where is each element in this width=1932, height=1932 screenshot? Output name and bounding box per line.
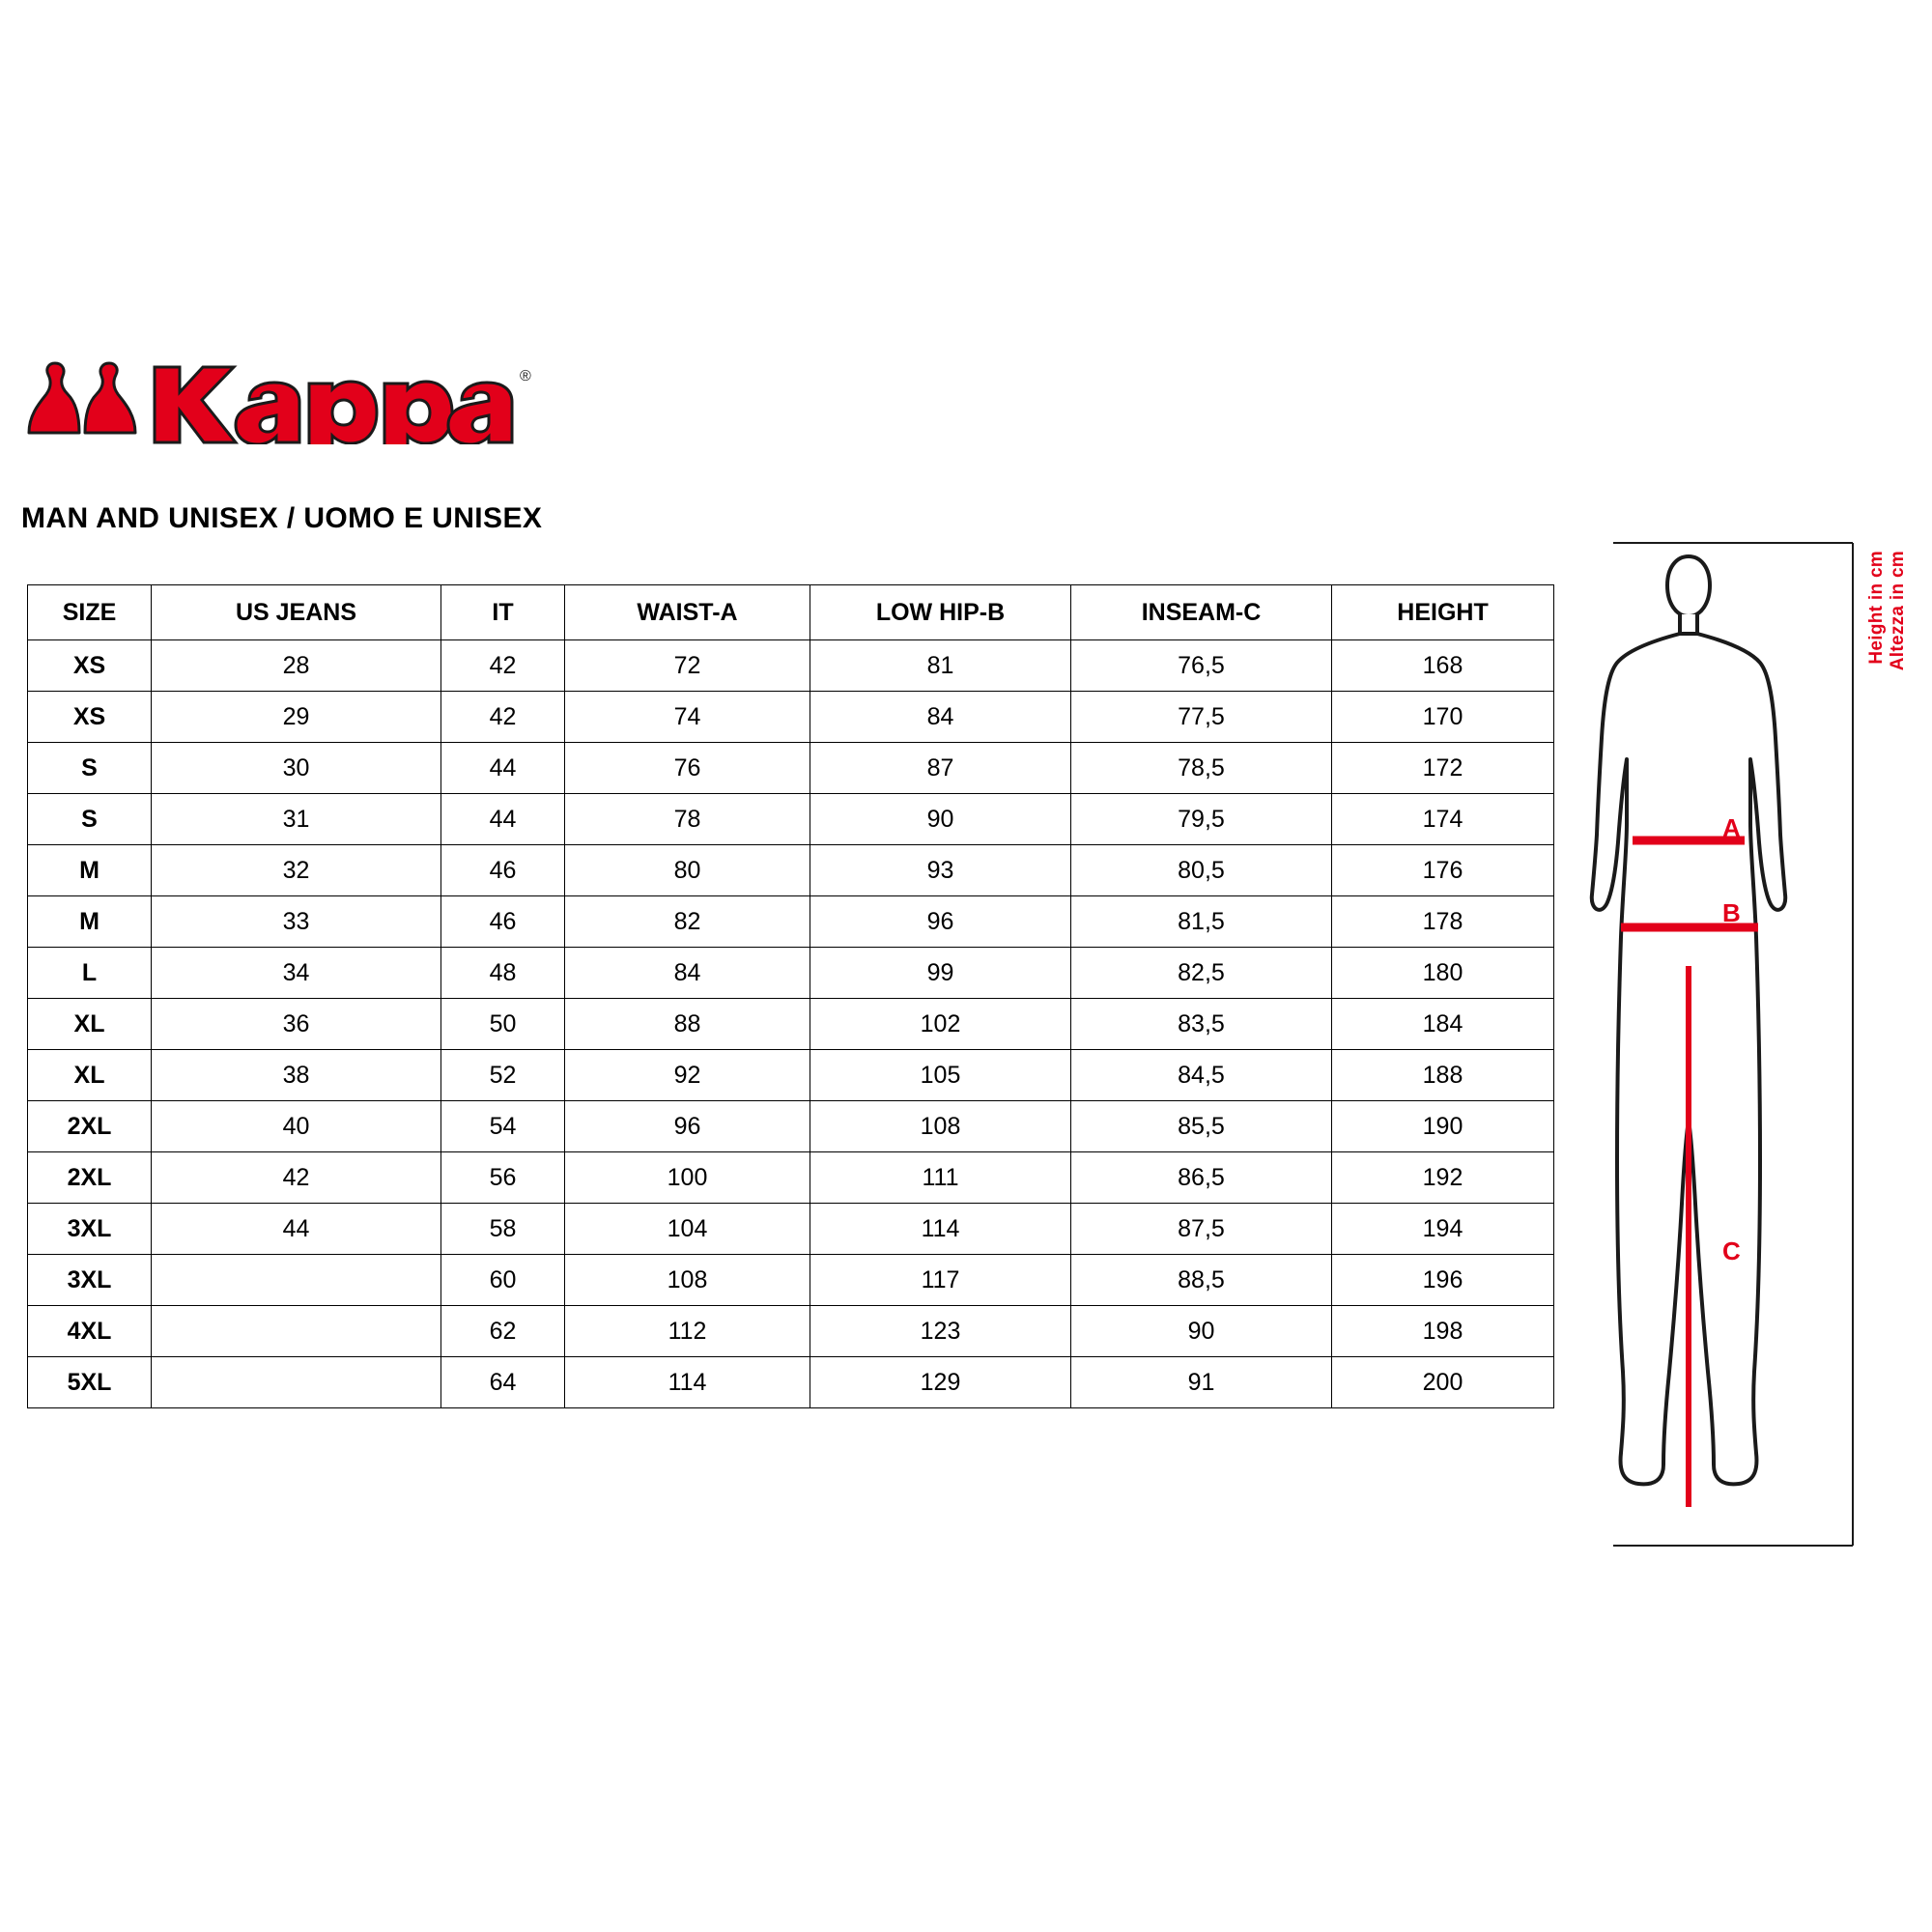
cell-inseam: 85,5 xyxy=(1071,1101,1332,1152)
table-row xyxy=(28,1357,1554,1408)
cell-low-hip: 117 xyxy=(810,1255,1071,1306)
cell-us-jeans xyxy=(152,1255,441,1306)
cell-it: 58 xyxy=(441,1204,565,1255)
cell-us-jeans: 34 xyxy=(152,948,441,999)
cell-us-jeans: 42 xyxy=(152,1152,441,1204)
cell-waist: 88 xyxy=(565,999,810,1050)
cell-it: 42 xyxy=(441,692,565,743)
cell-inseam: 78,5 xyxy=(1071,743,1332,794)
cell-low-hip: 102 xyxy=(810,999,1071,1050)
cell-it: 46 xyxy=(441,845,565,896)
cell-waist: 114 xyxy=(565,1357,810,1408)
column-header-it: IT xyxy=(441,585,565,640)
cell-low-hip: 105 xyxy=(810,1050,1071,1101)
column-header-us-jeans: US JEANS xyxy=(152,585,441,640)
cell-size: 4XL xyxy=(28,1306,152,1357)
cell-low-hip: 123 xyxy=(810,1306,1071,1357)
cell-waist: 82 xyxy=(565,896,810,948)
cell-height: 188 xyxy=(1332,1050,1554,1101)
cell-us-jeans: 38 xyxy=(152,1050,441,1101)
cell-size: 5XL xyxy=(28,1357,152,1408)
cell-inseam: 84,5 xyxy=(1071,1050,1332,1101)
cell-inseam: 90 xyxy=(1071,1306,1332,1357)
column-header-low-hip: LOW HIP-B xyxy=(810,585,1071,640)
cell-height: 200 xyxy=(1332,1357,1554,1408)
cell-inseam: 82,5 xyxy=(1071,948,1332,999)
cell-height: 192 xyxy=(1332,1152,1554,1204)
size-chart-table xyxy=(27,584,1554,1408)
table-row xyxy=(28,1204,1554,1255)
cell-low-hip: 93 xyxy=(810,845,1071,896)
column-header-waist: WAIST-A xyxy=(565,585,810,640)
cell-us-jeans: 36 xyxy=(152,999,441,1050)
column-header-inseam: INSEAM-C xyxy=(1071,585,1332,640)
cell-height: 184 xyxy=(1332,999,1554,1050)
cell-waist: 78 xyxy=(565,794,810,845)
cell-it: 50 xyxy=(441,999,565,1050)
cell-waist: 112 xyxy=(565,1306,810,1357)
cell-waist: 76 xyxy=(565,743,810,794)
cell-low-hip: 111 xyxy=(810,1152,1071,1204)
table-row xyxy=(28,999,1554,1050)
cell-inseam: 88,5 xyxy=(1071,1255,1332,1306)
table-row xyxy=(28,1306,1554,1357)
cell-size: M xyxy=(28,896,152,948)
table-row xyxy=(28,1101,1554,1152)
cell-inseam: 83,5 xyxy=(1071,999,1332,1050)
cell-inseam: 76,5 xyxy=(1071,640,1332,692)
cell-it: 44 xyxy=(441,743,565,794)
cell-waist: 74 xyxy=(565,692,810,743)
cell-size: 2XL xyxy=(28,1101,152,1152)
registered-mark: ® xyxy=(520,368,531,384)
cell-waist: 96 xyxy=(565,1101,810,1152)
cell-waist: 100 xyxy=(565,1152,810,1204)
cell-it: 44 xyxy=(441,794,565,845)
table-header-row xyxy=(28,585,1554,640)
table-row xyxy=(28,692,1554,743)
cell-height: 194 xyxy=(1332,1204,1554,1255)
table-row xyxy=(28,845,1554,896)
cell-us-jeans xyxy=(152,1357,441,1408)
cell-us-jeans: 29 xyxy=(152,692,441,743)
cell-us-jeans: 30 xyxy=(152,743,441,794)
cell-it: 62 xyxy=(441,1306,565,1357)
cell-size: S xyxy=(28,743,152,794)
cell-it: 54 xyxy=(441,1101,565,1152)
cell-it: 42 xyxy=(441,640,565,692)
marker-c-label: C xyxy=(1722,1236,1741,1265)
cell-height: 198 xyxy=(1332,1306,1554,1357)
table-row xyxy=(28,1255,1554,1306)
cell-inseam: 79,5 xyxy=(1071,794,1332,845)
cell-size: 3XL xyxy=(28,1255,152,1306)
cell-us-jeans: 33 xyxy=(152,896,441,948)
cell-inseam: 80,5 xyxy=(1071,845,1332,896)
cell-size: S xyxy=(28,794,152,845)
cell-waist: 92 xyxy=(565,1050,810,1101)
cell-size: XL xyxy=(28,1050,152,1101)
cell-low-hip: 90 xyxy=(810,794,1071,845)
cell-height: 172 xyxy=(1332,743,1554,794)
cell-low-hip: 96 xyxy=(810,896,1071,948)
cell-waist: 104 xyxy=(565,1204,810,1255)
marker-a-label: A xyxy=(1722,813,1741,842)
cell-it: 52 xyxy=(441,1050,565,1101)
cell-inseam: 87,5 xyxy=(1071,1204,1332,1255)
cell-size: XS xyxy=(28,640,152,692)
cell-size: XL xyxy=(28,999,152,1050)
cell-us-jeans xyxy=(152,1306,441,1357)
cell-low-hip: 84 xyxy=(810,692,1071,743)
table-row xyxy=(28,743,1554,794)
marker-b-label: B xyxy=(1722,898,1741,927)
cell-it: 46 xyxy=(441,896,565,948)
table-row xyxy=(28,896,1554,948)
cell-us-jeans: 32 xyxy=(152,845,441,896)
cell-inseam: 77,5 xyxy=(1071,692,1332,743)
table-row xyxy=(28,948,1554,999)
cell-waist: 72 xyxy=(565,640,810,692)
cell-us-jeans: 28 xyxy=(152,640,441,692)
table-row xyxy=(28,1152,1554,1204)
table-body xyxy=(28,640,1554,1408)
cell-size: L xyxy=(28,948,152,999)
table-row xyxy=(28,794,1554,845)
cell-size: 3XL xyxy=(28,1204,152,1255)
cell-low-hip: 108 xyxy=(810,1101,1071,1152)
cell-inseam: 91 xyxy=(1071,1357,1332,1408)
cell-inseam: 81,5 xyxy=(1071,896,1332,948)
cell-height: 176 xyxy=(1332,845,1554,896)
column-header-height: HEIGHT xyxy=(1332,585,1554,640)
cell-size: XS xyxy=(28,692,152,743)
cell-size: M xyxy=(28,845,152,896)
cell-it: 48 xyxy=(441,948,565,999)
cell-height: 170 xyxy=(1332,692,1554,743)
kappa-logo xyxy=(19,355,541,442)
cell-low-hip: 81 xyxy=(810,640,1071,692)
height-label-it: Altezza in cm xyxy=(1888,551,1908,671)
cell-it: 56 xyxy=(441,1152,565,1204)
cell-it: 64 xyxy=(441,1357,565,1408)
height-label-en: Height in cm xyxy=(1866,551,1887,665)
cell-height: 168 xyxy=(1332,640,1554,692)
kappa-wordmark xyxy=(155,367,512,444)
cell-low-hip: 129 xyxy=(810,1357,1071,1408)
cell-waist: 80 xyxy=(565,845,810,896)
cell-height: 196 xyxy=(1332,1255,1554,1306)
cell-us-jeans: 44 xyxy=(152,1204,441,1255)
table-row xyxy=(28,640,1554,692)
cell-it: 60 xyxy=(441,1255,565,1306)
measurement-figure xyxy=(1584,541,1908,1555)
cell-low-hip: 87 xyxy=(810,743,1071,794)
kappa-omini-icon xyxy=(29,363,135,433)
cell-low-hip: 99 xyxy=(810,948,1071,999)
cell-us-jeans: 31 xyxy=(152,794,441,845)
cell-height: 180 xyxy=(1332,948,1554,999)
cell-size: 2XL xyxy=(28,1152,152,1204)
cell-waist: 108 xyxy=(565,1255,810,1306)
cell-height: 178 xyxy=(1332,896,1554,948)
cell-inseam: 86,5 xyxy=(1071,1152,1332,1204)
cell-us-jeans: 40 xyxy=(152,1101,441,1152)
cell-waist: 84 xyxy=(565,948,810,999)
column-header-size: SIZE xyxy=(28,585,152,640)
cell-low-hip: 114 xyxy=(810,1204,1071,1255)
table-row xyxy=(28,1050,1554,1101)
page-title: MAN AND UNISEX / UOMO E UNISEX xyxy=(21,502,543,534)
cell-height: 190 xyxy=(1332,1101,1554,1152)
cell-height: 174 xyxy=(1332,794,1554,845)
